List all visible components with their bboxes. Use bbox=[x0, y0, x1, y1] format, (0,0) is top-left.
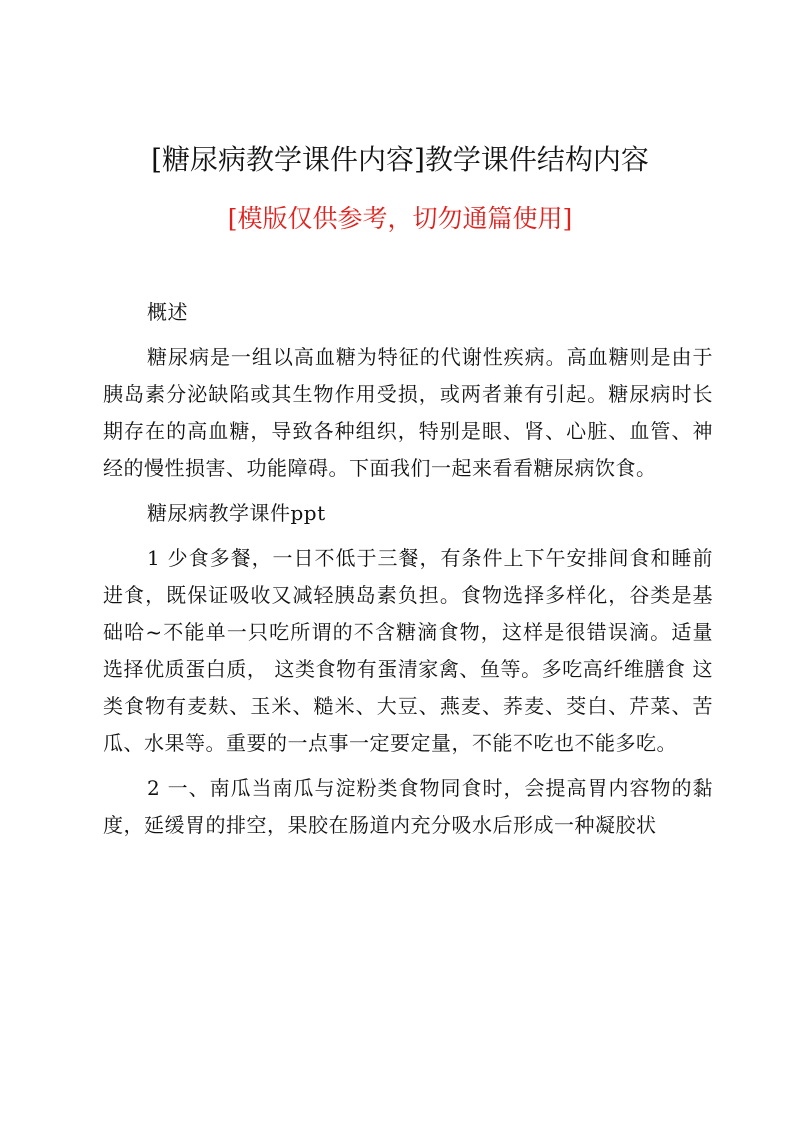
document-title: [糖尿病教学课件内容]教学课件结构内容 bbox=[151, 143, 649, 176]
paragraph-intro: 糖尿病是一组以高血糖为特征的代谢性疾病。高血糖则是由于胰岛素分泌缺陷或其生物作用受损，或两者兼有引起。糖尿病时长期存在的高血糖，导致各种组织，特别是眼、肾、心脏、血管、神经的慢性损害、功能障碍。下面我们一起来看看糖尿病饮食。 bbox=[103, 345, 713, 480]
document-body bbox=[103, 294, 713, 852]
section-heading-ppt: 糖尿病教学课件ppt bbox=[147, 501, 326, 525]
section-heading-overview: 概述 bbox=[147, 300, 188, 324]
template-disclaimer: [模版仅供参考，切勿通篇使用] bbox=[227, 204, 573, 233]
paragraph-1: 1 少食多餐，一日不低于三餐，有条件上下午安排间食和睡前进食，既保证吸收又减轻胰岛素负担。食物选择多样化，谷类是基础哈~不能单一只吃所谓的不含糖滴食物，这样是很错误滴。适量选择优质蛋白质， 这类食物有蛋清家禽、鱼等。多吃高纤维膳食 这类食物有麦麸、玉米、糙米、大豆、燕麦、荞麦、茭白、芹菜、苦瓜、水果等。重要的一点事一定要定量，不能不吃也不能多吃。 bbox=[103, 546, 713, 755]
paragraph-2: 2 一、南瓜当南瓜与淀粉类食物同食时，会提高胃内容物的黏度，延缓胃的排空，果胶在肠道内充分吸水后形成一种凝胶状 bbox=[103, 776, 713, 837]
